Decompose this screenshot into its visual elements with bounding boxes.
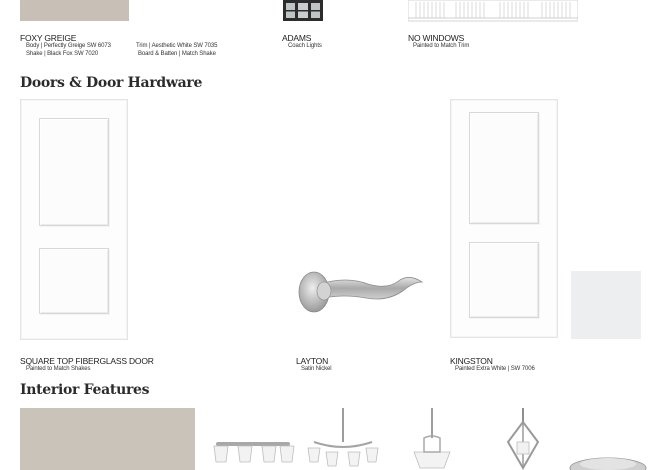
paint-body-trim-line-left: Body | Perfectly Greige SW 6073 xyxy=(26,43,111,49)
door-sub-square-top: Painted to Match Shakes xyxy=(26,366,91,372)
coach-light-image xyxy=(282,0,324,22)
door-name-square-top: SQUARE TOP FIBERGLASS DOOR xyxy=(20,356,154,366)
paint-shake-line-left: Shake | Black Fox SW 7020 xyxy=(26,51,99,57)
flush-mount-image xyxy=(568,452,648,470)
paint-shake-line-right: Board & Batten | Match Shake xyxy=(138,51,216,57)
interior-paint-swatch xyxy=(20,408,195,470)
door-sub-kingston: Painted Extra White | SW 7006 xyxy=(455,366,535,372)
garage-door-image xyxy=(408,0,578,22)
interior-section-title: Interior Features xyxy=(20,382,150,398)
vanity-light-image xyxy=(210,434,296,470)
garage-door-sub: Painted to Match Trim xyxy=(413,43,470,49)
door-name-kingston: KINGSTON xyxy=(450,356,493,366)
door-upper-panel xyxy=(469,112,539,224)
pendant-light-image xyxy=(410,408,454,470)
lighting-sub: Coach Lights xyxy=(288,43,322,49)
foxy-greige-swatch xyxy=(20,0,129,21)
hardware-name-layton: LAYTON xyxy=(296,356,329,366)
kingston-door-image xyxy=(450,99,558,338)
doors-section-title: Doors & Door Hardware xyxy=(20,75,203,91)
door-lower-panel xyxy=(39,248,109,314)
hardware-sub-layton: Satin Nickel xyxy=(301,366,332,372)
door-upper-panel xyxy=(39,118,109,226)
door-lower-panel xyxy=(469,242,539,318)
chandelier-image xyxy=(306,408,380,470)
paint-body-trim-line-right: Trim | Aesthetic White SW 7035 xyxy=(136,43,218,49)
lighting-name: ADAMS xyxy=(282,33,312,43)
extra-white-swatch xyxy=(571,271,641,339)
square-top-door-image xyxy=(20,99,128,340)
layton-lever-image xyxy=(296,260,426,316)
paint-scheme-name: FOXY GREIGE xyxy=(20,33,77,43)
garage-door-name: NO WINDOWS xyxy=(408,33,465,43)
lantern-pendant-image xyxy=(500,408,546,470)
